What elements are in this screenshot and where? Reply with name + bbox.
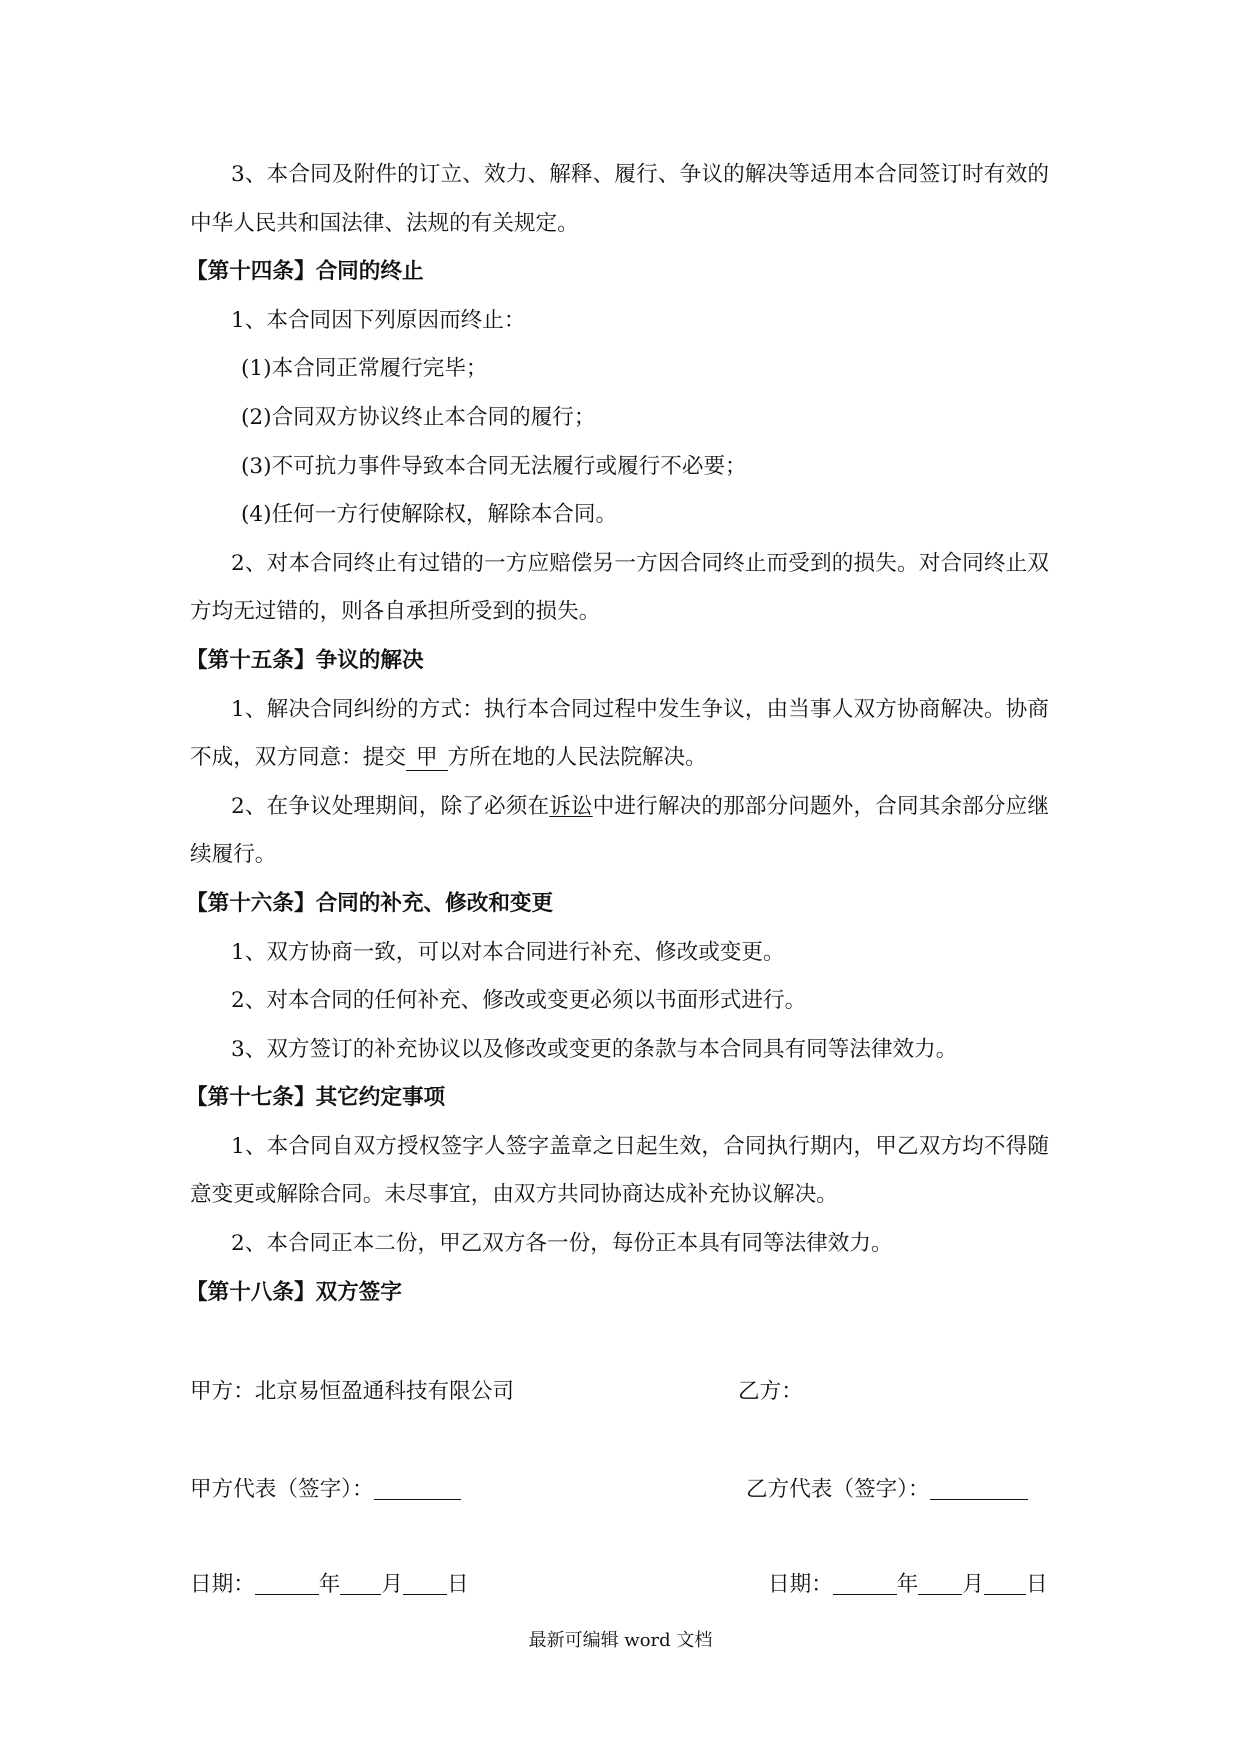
party-a-name: 甲方：北京易恒盈通科技有限公司 (190, 1379, 514, 1404)
clause-15-item-2-text-after: 中进行解决的那部分问题外，合同其余部分应继 (592, 793, 1049, 819)
day-blank (403, 1574, 447, 1595)
clause-15-item-1-line-2 (190, 734, 1241, 783)
party-a-rep-label: 甲方代表（签字）： (190, 1477, 374, 1502)
clause-14-item-1: 1、本合同因下列原因而终止： (231, 307, 526, 333)
clause-17-heading: 【第十七条】其它约定事项 (186, 1085, 446, 1111)
month-label: 月 (962, 1572, 985, 1597)
date-label: 日期： (190, 1572, 255, 1597)
party-b-representative (746, 1466, 1028, 1514)
party-b-name: 乙方： (738, 1379, 803, 1404)
year-blank (255, 1574, 319, 1595)
clause-15-item-1-line-1: 1、解决合同纠纷的方式：执行本合同过程中发生争议，由当事人双方协商解决。协商 (231, 696, 1049, 722)
party-b-rep-label: 乙方代表（签字）： (746, 1477, 930, 1502)
clause-14-subitem-2: (2)合同双方协议终止本合同的履行； (241, 404, 596, 430)
clause-15-item-1-text-before: 不成，双方同意：提交 (190, 745, 406, 771)
party-a-signature-line (374, 1479, 461, 1500)
clause-16-item-3: 3、双方签订的补充协议以及修改或变更的条款与本合同具有同等法律效力。 (231, 1036, 958, 1062)
clause-17-item-1-line-1: 1、本合同自双方授权签字人签字盖章之日起生效，合同执行期内，甲乙双方均不得随 (231, 1133, 1049, 1159)
year-label: 年 (896, 1572, 919, 1597)
day-label: 日 (1026, 1572, 1048, 1597)
clause-15-item-2-text-before: 2、在争议处理期间，除了必须在 (231, 793, 550, 819)
clause-15-item-2-line-2: 续履行。 (190, 842, 277, 868)
month-label: 月 (381, 1572, 404, 1597)
clause-15-heading: 【第十五条】争议的解决 (186, 647, 424, 673)
day-label: 日 (447, 1572, 469, 1597)
clause-14-subitem-3: (3)不可抗力事件导致本合同无法履行或履行不必要； (241, 453, 747, 479)
litigation-underlined-text: 诉讼 (549, 793, 593, 819)
clause-16-heading: 【第十六条】合同的补充、修改和变更 (186, 890, 554, 916)
month-blank (340, 1574, 381, 1595)
court-party-blank: 甲 (406, 746, 448, 771)
clause-14-subitem-4: (4)任何一方行使解除权，解除本合同。 (241, 502, 618, 528)
clause-14-heading: 【第十四条】合同的终止 (186, 259, 424, 285)
year-blank (833, 1574, 897, 1595)
clause-13-item-3-line-1: 3、本合同及附件的订立、效力、解释、履行、争议的解决等适用本合同签订时有效的 (231, 162, 1049, 187)
date-label: 日期： (768, 1572, 833, 1597)
party-a-date (190, 1561, 469, 1609)
clause-16-item-2: 2、对本合同的任何补充、修改或变更必须以书面形式进行。 (231, 988, 807, 1014)
clause-15-item-1-text-after: 方所在地的人民法院解决。 (447, 745, 707, 771)
party-b-signature-line (930, 1479, 1028, 1500)
clause-16-item-1: 1、双方协商一致，可以对本合同进行补充、修改或变更。 (231, 939, 785, 965)
year-label: 年 (318, 1572, 341, 1597)
page-footer: 最新可编辑 word 文档 (528, 1630, 713, 1651)
month-blank (918, 1574, 962, 1595)
party-a-representative (190, 1466, 461, 1514)
party-b-date (768, 1561, 1048, 1609)
clause-14-item-2-line-1: 2、对本合同终止有过错的一方应赔偿另一方因合同终止而受到的损失。对合同终止双 (231, 550, 1049, 576)
clause-17-item-1-line-2: 意变更或解除合同。未尽事宜，由双方共同协商达成补充协议解决。 (190, 1182, 838, 1208)
clause-18-heading: 【第十八条】双方签字 (186, 1279, 402, 1305)
clause-13-item-3-line-2: 中华人民共和国法律、法规的有关规定。 (190, 210, 579, 236)
day-blank (984, 1574, 1026, 1595)
clause-15-item-2-line-1 (231, 783, 1049, 832)
clause-17-item-2: 2、本合同正本二份，甲乙双方各一份，每份正本具有同等法律效力。 (231, 1231, 893, 1257)
contract-body (0, 151, 1241, 1317)
clause-14-subitem-1: (1)本合同正常履行完毕； (241, 356, 488, 382)
clause-14-item-2-line-2: 方均无过错的，则各自承担所受到的损失。 (190, 599, 601, 625)
